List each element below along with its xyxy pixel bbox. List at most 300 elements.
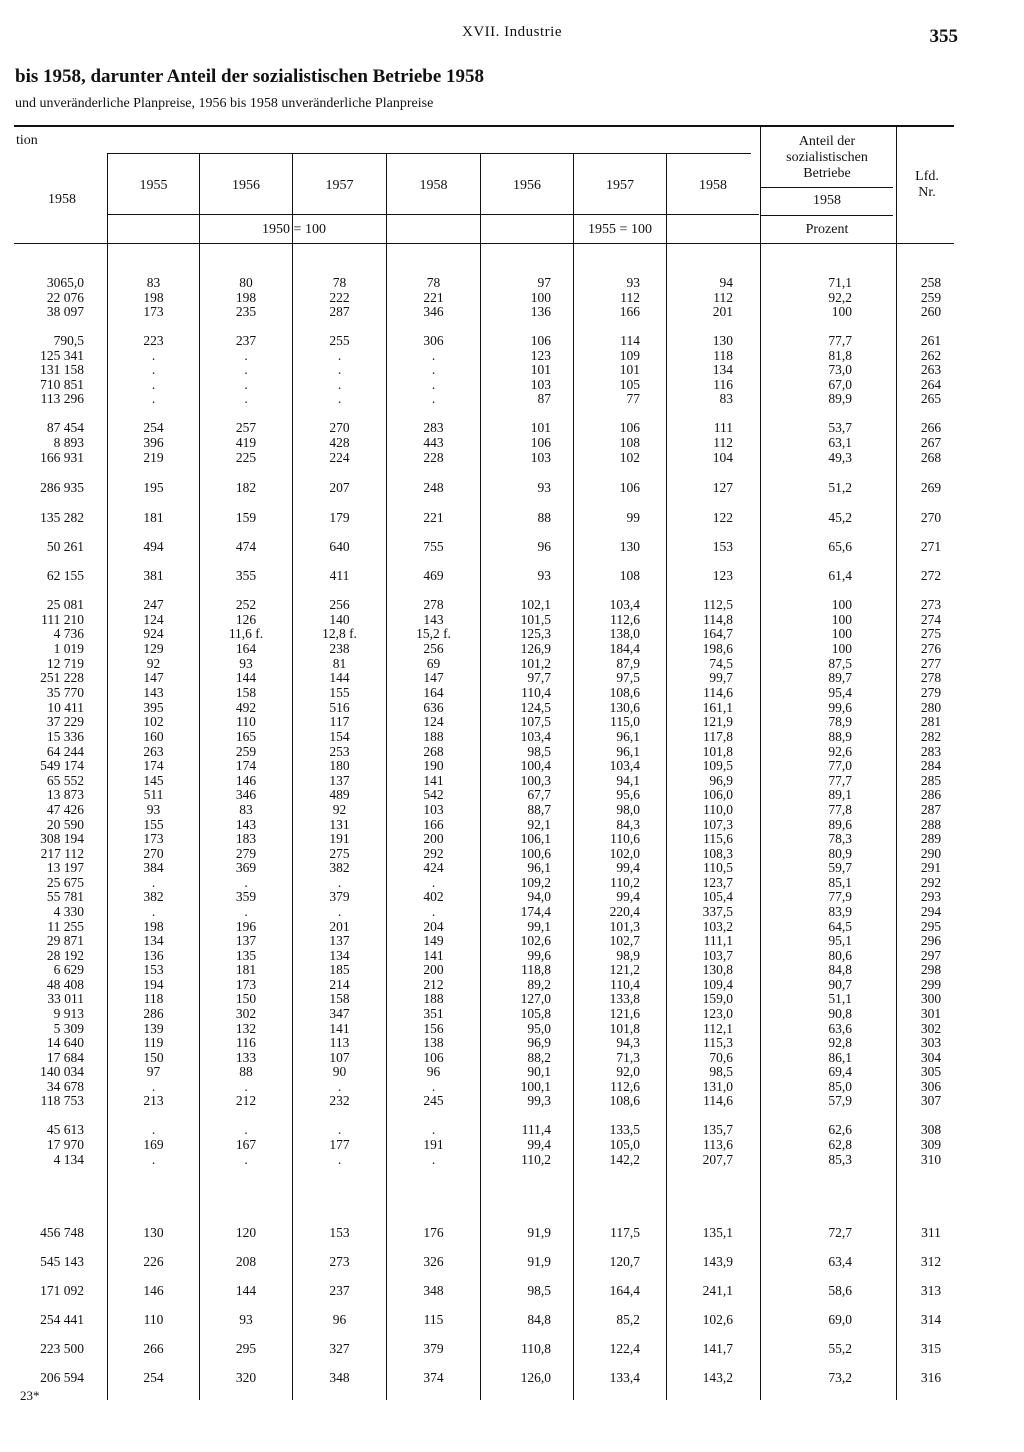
cell-idx-1957: 273 <box>329 1254 350 1269</box>
cell-chg-1958: 337,5 <box>702 904 733 919</box>
cell-idx-1958: . <box>431 348 436 363</box>
cell-idx-1957: . <box>337 904 342 919</box>
cell-idx-1957: 238 <box>329 641 350 656</box>
cell-idx-1958: 221 <box>423 290 444 305</box>
cell-anteil-1958: 51,1 <box>828 991 852 1006</box>
cell-lfd-nr: 266 <box>920 420 942 435</box>
cell-chg-1957: 220,4 <box>609 904 640 919</box>
header-1957: 1957 <box>325 178 354 193</box>
cell-idx-1955: 494 <box>143 539 164 554</box>
cell-idx-1957: 134 <box>329 948 350 963</box>
cell-anteil-1958: 45,2 <box>828 510 852 525</box>
cell-idx-1958: 124 <box>423 714 444 729</box>
cell-lfd-nr: 287 <box>920 802 942 817</box>
cell-idx-1958: 348 <box>423 1283 444 1298</box>
cell-chg-1956: 84,8 <box>527 1312 551 1327</box>
cell-idx-1957: . <box>337 1152 342 1167</box>
cell-chg-1957: 121,6 <box>609 1006 640 1021</box>
cell-prod-1958: 22 076 <box>46 290 84 305</box>
cell-chg-1957: 98,0 <box>616 802 640 817</box>
cell-idx-1955: 213 <box>143 1093 164 1108</box>
cell-idx-1958: 106 <box>423 1050 444 1065</box>
cell-anteil-1958: 77,0 <box>828 758 852 773</box>
cell-idx-1957: 222 <box>329 290 350 305</box>
cell-chg-1956: 99,3 <box>527 1093 551 1108</box>
cell-prod-1958: 34 678 <box>46 1079 84 1094</box>
cell-prod-1958: 5 309 <box>53 1021 84 1036</box>
header-base-1950: 1950 = 100 <box>262 222 326 237</box>
cell-anteil-1958: 81,8 <box>828 348 852 363</box>
cell-idx-1958: 256 <box>423 641 444 656</box>
cell-idx-1955: 169 <box>143 1137 164 1152</box>
cell-idx-1955: 119 <box>143 1035 164 1050</box>
cell-idx-1955: 174 <box>143 758 164 773</box>
cell-prod-1958: 140 034 <box>40 1064 84 1079</box>
cell-idx-1956: 225 <box>235 450 257 465</box>
cell-chg-1957: 77 <box>626 391 640 406</box>
cell-chg-1956: 101 <box>530 362 551 377</box>
cell-chg-1956: 101,2 <box>520 656 551 671</box>
header-b1958: 1958 <box>699 178 727 193</box>
cell-chg-1957: 115,0 <box>610 714 640 729</box>
cell-lfd-nr: 284 <box>920 758 942 773</box>
cell-chg-1958: 123,7 <box>702 875 733 890</box>
cell-anteil-1958: 92,2 <box>828 290 852 305</box>
cell-chg-1956: 87 <box>537 391 551 406</box>
cell-chg-1956: 96 <box>537 539 551 554</box>
cell-chg-1958: 111,1 <box>703 933 733 948</box>
cell-idx-1956: 259 <box>235 744 257 759</box>
cell-anteil-1958: 100 <box>831 597 852 612</box>
cell-idx-1958: 636 <box>423 700 444 715</box>
cell-idx-1957: 155 <box>329 685 350 700</box>
cell-idx-1956: . <box>244 362 248 377</box>
cell-chg-1958: 70,6 <box>709 1050 733 1065</box>
cell-chg-1956: 88 <box>537 510 551 525</box>
cell-idx-1955: 181 <box>143 510 164 525</box>
cell-idx-1956: 135 <box>235 948 257 963</box>
cell-prod-1958: 545 143 <box>40 1254 84 1269</box>
cell-idx-1957: 253 <box>329 744 350 759</box>
cell-lfd-nr: 276 <box>920 641 942 656</box>
cell-idx-1958: 164 <box>423 685 444 700</box>
cell-chg-1958: 112,5 <box>703 597 733 612</box>
footnote: 23* <box>20 1388 40 1403</box>
cell-chg-1956: 118,8 <box>521 962 551 977</box>
cell-idx-1958: . <box>431 1079 436 1094</box>
cell-chg-1957: 164,4 <box>609 1283 640 1298</box>
cell-chg-1958: 164,7 <box>702 626 733 641</box>
cell-lfd-nr: 308 <box>920 1122 942 1137</box>
cell-prod-1958: 13 197 <box>46 860 84 875</box>
cell-idx-1956: 174 <box>235 758 257 773</box>
cell-lfd-nr: 294 <box>920 904 942 919</box>
cell-chg-1958: 112 <box>713 290 733 305</box>
cell-idx-1958: 221 <box>423 510 444 525</box>
cell-chg-1958: 111 <box>713 420 733 435</box>
cell-idx-1955: 286 <box>143 1006 164 1021</box>
cell-idx-1957: 201 <box>329 919 350 934</box>
cell-chg-1956: 89,2 <box>527 977 551 992</box>
cell-chg-1956: 88,2 <box>527 1050 551 1065</box>
cell-prod-1958: 17 970 <box>46 1137 84 1152</box>
cell-chg-1956: 106 <box>530 333 551 348</box>
cell-idx-1955: 247 <box>143 597 164 612</box>
cell-idx-1957: . <box>337 377 342 392</box>
cell-lfd-nr: 263 <box>920 362 942 377</box>
cell-lfd-nr: 264 <box>920 377 942 392</box>
cell-idx-1956: 165 <box>235 729 257 744</box>
cell-idx-1955: 83 <box>146 275 161 290</box>
cell-chg-1957: 184,4 <box>609 641 640 656</box>
cell-chg-1958: 98,5 <box>709 1064 733 1079</box>
cell-chg-1957: 85,2 <box>616 1312 640 1327</box>
cell-lfd-nr: 279 <box>920 685 942 700</box>
cell-chg-1957: 122,4 <box>609 1341 640 1356</box>
cell-chg-1956: 105,8 <box>520 1006 551 1021</box>
cell-idx-1957: 12,8 f. <box>322 626 357 641</box>
cell-prod-1958: 20 590 <box>46 817 84 832</box>
cell-anteil-1958: 69,0 <box>828 1312 852 1327</box>
cell-idx-1956: 181 <box>235 962 257 977</box>
cell-idx-1957: 270 <box>329 420 350 435</box>
cell-chg-1957: 92,0 <box>616 1064 640 1079</box>
cell-idx-1957: 256 <box>329 597 350 612</box>
cell-anteil-1958: 95,1 <box>828 933 852 948</box>
cell-lfd-nr: 285 <box>920 773 942 788</box>
cell-anteil-1958: 87,5 <box>828 656 852 671</box>
cell-idx-1956: 257 <box>235 420 257 435</box>
cell-chg-1956: 103,4 <box>520 729 551 744</box>
cell-anteil-1958: 61,4 <box>828 568 852 583</box>
cell-idx-1957: 255 <box>329 333 350 348</box>
cell-idx-1957: 224 <box>329 450 350 465</box>
cell-chg-1958: 207,7 <box>702 1152 733 1167</box>
cell-anteil-1958: 72,7 <box>828 1225 852 1240</box>
cell-lfd-nr: 265 <box>920 391 942 406</box>
cell-idx-1957: 379 <box>329 889 350 904</box>
cell-idx-1956: 110 <box>236 714 256 729</box>
cell-lfd-nr: 304 <box>920 1050 942 1065</box>
cell-idx-1955: 110 <box>143 1312 164 1327</box>
cell-idx-1956: 474 <box>235 539 257 554</box>
cell-chg-1956: 93 <box>537 480 551 495</box>
cell-idx-1958: 115 <box>423 1312 444 1327</box>
cell-anteil-1958: 89,9 <box>828 391 852 406</box>
cell-idx-1955: 195 <box>143 480 164 495</box>
cell-prod-1958: 38 097 <box>46 304 84 319</box>
cell-idx-1957: 214 <box>329 977 350 992</box>
cell-idx-1958: 141 <box>423 948 444 963</box>
cell-anteil-1958: 89,7 <box>828 670 852 685</box>
cell-idx-1958: 204 <box>423 919 444 934</box>
cell-chg-1958: 201 <box>712 304 733 319</box>
cell-anteil-1958: 77,8 <box>828 802 852 817</box>
cell-idx-1956: 133 <box>235 1050 257 1065</box>
cell-chg-1956: 98,5 <box>527 744 551 759</box>
cell-idx-1956: 369 <box>235 860 257 875</box>
header-anteil: Anteil der sozialistischen Betriebe <box>786 134 868 181</box>
cell-prod-1958: 135 282 <box>40 510 84 525</box>
cell-idx-1958: . <box>431 904 436 919</box>
cell-idx-1957: 287 <box>329 304 350 319</box>
cell-anteil-1958: 78,9 <box>828 714 852 729</box>
cell-anteil-1958: 100 <box>831 626 852 641</box>
cell-anteil-1958: 63,6 <box>828 1021 852 1036</box>
cell-chg-1957: 101,8 <box>609 1021 640 1036</box>
cell-idx-1957: 141 <box>329 1021 350 1036</box>
cell-idx-1955: 92 <box>146 656 161 671</box>
cell-prod-1958: 14 640 <box>46 1035 84 1050</box>
cell-chg-1958: 104 <box>712 450 733 465</box>
cell-prod-1958: 113 296 <box>40 391 84 406</box>
cell-idx-1957: . <box>337 1079 342 1094</box>
cell-idx-1957: 154 <box>329 729 350 744</box>
cell-anteil-1958: 80,9 <box>828 846 852 861</box>
cell-chg-1956: 100,4 <box>520 758 551 773</box>
cell-idx-1957: 81 <box>332 656 347 671</box>
cell-chg-1956: 126,0 <box>520 1370 551 1385</box>
cell-idx-1956: 83 <box>239 802 253 817</box>
cell-chg-1957: 130 <box>619 539 640 554</box>
cell-lfd-nr: 297 <box>920 948 942 963</box>
cell-idx-1955: 124 <box>143 612 164 627</box>
cell-idx-1955: . <box>151 1122 156 1137</box>
cell-chg-1957: 99,4 <box>616 860 640 875</box>
cell-lfd-nr: 302 <box>920 1021 942 1036</box>
cell-chg-1958: 123,0 <box>702 1006 733 1021</box>
cell-idx-1956: 359 <box>235 889 257 904</box>
cell-chg-1958: 83 <box>719 391 733 406</box>
cell-lfd-nr: 262 <box>920 348 942 363</box>
cell-idx-1958: 402 <box>423 889 444 904</box>
cell-lfd-nr: 289 <box>920 831 942 846</box>
cell-prod-1958: 87 454 <box>46 420 84 435</box>
cell-chg-1956: 102,6 <box>520 933 551 948</box>
cell-idx-1958: . <box>431 391 436 406</box>
cell-anteil-1958: 58,6 <box>828 1283 852 1298</box>
cell-lfd-nr: 286 <box>920 787 942 802</box>
cell-lfd-nr: 258 <box>920 275 942 290</box>
cell-chg-1956: 136 <box>530 304 551 319</box>
cell-chg-1956: 107,5 <box>520 714 551 729</box>
cell-idx-1958: 138 <box>423 1035 444 1050</box>
cell-chg-1956: 126,9 <box>520 641 551 656</box>
cell-idx-1957: 185 <box>329 962 350 977</box>
cell-chg-1957: 102,7 <box>609 933 640 948</box>
cell-chg-1958: 121,9 <box>702 714 733 729</box>
cell-idx-1955: 382 <box>143 889 164 904</box>
cell-idx-1957: 516 <box>329 700 350 715</box>
cell-lfd-nr: 290 <box>920 846 942 861</box>
cell-chg-1956: 124,5 <box>520 700 551 715</box>
cell-idx-1958: 149 <box>423 933 444 948</box>
cell-idx-1956: 182 <box>235 480 257 495</box>
cell-idx-1955: . <box>151 1152 156 1167</box>
cell-idx-1957: 327 <box>329 1341 350 1356</box>
cell-lfd-nr: 292 <box>920 875 942 890</box>
cell-idx-1956: 93 <box>239 1312 253 1327</box>
cell-prod-1958: 47 426 <box>46 802 84 817</box>
cell-chg-1957: 101 <box>619 362 640 377</box>
cell-idx-1958: 755 <box>423 539 444 554</box>
cell-chg-1957: 97,5 <box>616 670 640 685</box>
cell-chg-1957: 110,6 <box>610 831 640 846</box>
cell-chg-1956: 99,4 <box>527 1137 551 1152</box>
cell-idx-1955: 150 <box>143 1050 164 1065</box>
cell-prod-1958: 549 174 <box>40 758 84 773</box>
cell-idx-1956: 126 <box>235 612 257 627</box>
cell-chg-1958: 118 <box>713 348 733 363</box>
cell-idx-1955: 155 <box>143 817 164 832</box>
cell-idx-1955: 139 <box>143 1021 164 1036</box>
cell-prod-1958: 33 011 <box>47 991 84 1006</box>
cell-idx-1958: 443 <box>423 435 444 450</box>
cell-prod-1958: 251 228 <box>40 670 84 685</box>
cell-chg-1958: 131,0 <box>702 1079 733 1094</box>
cell-idx-1957: 107 <box>329 1050 350 1065</box>
cell-anteil-1958: 78,3 <box>828 831 852 846</box>
cell-chg-1957: 99,4 <box>616 889 640 904</box>
cell-idx-1956: 164 <box>235 641 257 656</box>
cell-chg-1958: 130 <box>712 333 733 348</box>
header-production-1958: 1958 <box>48 192 76 207</box>
cell-idx-1957: 411 <box>329 568 350 583</box>
cell-idx-1958: . <box>431 1152 436 1167</box>
cell-idx-1957: 131 <box>329 817 350 832</box>
cell-idx-1955: 134 <box>143 933 164 948</box>
cell-chg-1958: 143,2 <box>702 1370 733 1385</box>
cell-chg-1956: 109,2 <box>520 875 551 890</box>
cell-lfd-nr: 291 <box>920 860 942 875</box>
cell-anteil-1958: 84,8 <box>828 962 852 977</box>
cell-chg-1957: 98,9 <box>616 948 640 963</box>
cell-idx-1958: 212 <box>423 977 444 992</box>
cell-idx-1958: 191 <box>423 1137 444 1152</box>
cell-idx-1955: 266 <box>143 1341 164 1356</box>
cell-anteil-1958: 57,9 <box>828 1093 852 1108</box>
cell-idx-1958: 78 <box>426 275 441 290</box>
cell-chg-1956: 127,0 <box>520 991 551 1006</box>
cell-chg-1956: 96,9 <box>527 1035 551 1050</box>
cell-prod-1958: 25 675 <box>46 875 84 890</box>
cell-chg-1958: 110,5 <box>703 860 733 875</box>
cell-idx-1957: 348 <box>329 1370 350 1385</box>
cell-chg-1957: 112,6 <box>610 1079 640 1094</box>
cell-idx-1956: . <box>244 377 248 392</box>
cell-idx-1956: 173 <box>235 977 257 992</box>
cell-idx-1957: 640 <box>329 539 350 554</box>
cell-idx-1957: . <box>337 348 342 363</box>
cell-chg-1958: 123 <box>712 568 733 583</box>
cell-idx-1955: . <box>151 391 156 406</box>
cell-idx-1955: 93 <box>146 802 161 817</box>
cell-chg-1957: 112 <box>620 290 640 305</box>
cell-prod-1958: 29 871 <box>46 933 84 948</box>
cell-prod-1958: 64 244 <box>46 744 84 759</box>
cell-chg-1958: 74,5 <box>709 656 733 671</box>
cell-chg-1956: 106,1 <box>520 831 551 846</box>
cell-idx-1958: 469 <box>423 568 444 583</box>
cell-chg-1956: 110,8 <box>521 1341 551 1356</box>
cell-idx-1956: 355 <box>235 568 257 583</box>
cell-idx-1957: 137 <box>329 933 350 948</box>
cell-idx-1957: 153 <box>329 1225 350 1240</box>
cell-idx-1958: 200 <box>423 962 444 977</box>
cell-lfd-nr: 272 <box>920 568 942 583</box>
cell-prod-1958: 65 552 <box>46 773 84 788</box>
cell-anteil-1958: 71,1 <box>828 275 852 290</box>
cell-prod-1958: 308 194 <box>40 831 84 846</box>
cell-chg-1957: 102,0 <box>609 846 640 861</box>
cell-idx-1956: 320 <box>235 1370 257 1385</box>
cell-chg-1958: 103,7 <box>702 948 733 963</box>
cell-chg-1956: 97 <box>537 275 551 290</box>
cell-chg-1958: 96,9 <box>709 773 733 788</box>
cell-anteil-1958: 63,4 <box>828 1254 852 1269</box>
cell-lfd-nr: 303 <box>920 1035 942 1050</box>
cell-idx-1955: 381 <box>143 568 164 583</box>
header-anteil-year: 1958 <box>813 193 841 208</box>
cell-chg-1956: 93 <box>537 568 551 583</box>
cell-idx-1955: 226 <box>143 1254 164 1269</box>
cell-idx-1956: . <box>244 1122 248 1137</box>
cell-prod-1958: 710 851 <box>40 377 84 392</box>
cell-idx-1958: 542 <box>423 787 444 802</box>
cell-idx-1956: 212 <box>235 1093 257 1108</box>
cell-anteil-1958: 62,8 <box>828 1137 852 1152</box>
cell-idx-1956: 146 <box>235 773 257 788</box>
cell-lfd-nr: 315 <box>920 1341 942 1356</box>
cell-prod-1958: 254 441 <box>40 1312 84 1327</box>
cell-idx-1955: 511 <box>143 787 164 802</box>
cell-idx-1956: 295 <box>235 1341 257 1356</box>
cell-idx-1956: . <box>244 1152 248 1167</box>
cell-anteil-1958: 55,2 <box>828 1341 852 1356</box>
cell-prod-1958: 3065,0 <box>46 275 84 290</box>
cell-chg-1956: 123 <box>530 348 551 363</box>
header-tion: tion <box>16 133 38 148</box>
cell-anteil-1958: 100 <box>831 304 852 319</box>
header-prozent: Prozent <box>805 222 849 237</box>
cell-idx-1957: 180 <box>329 758 350 773</box>
cell-chg-1958: 143,9 <box>702 1254 733 1269</box>
cell-idx-1957: 113 <box>329 1035 350 1050</box>
cell-lfd-nr: 268 <box>920 450 942 465</box>
cell-idx-1956: 252 <box>235 597 257 612</box>
cell-idx-1956: . <box>244 904 248 919</box>
cell-idx-1958: 147 <box>423 670 444 685</box>
cell-prod-1958: 8 893 <box>53 435 84 450</box>
cell-idx-1955: 173 <box>143 304 164 319</box>
cell-idx-1955: 223 <box>143 333 164 348</box>
cell-anteil-1958: 92,6 <box>828 744 852 759</box>
cell-idx-1957: . <box>337 362 342 377</box>
cell-chg-1958: 122 <box>712 510 733 525</box>
cell-prod-1958: 125 341 <box>40 348 84 363</box>
cell-chg-1958: 94 <box>719 275 733 290</box>
cell-chg-1958: 134 <box>712 362 733 377</box>
cell-idx-1956: 235 <box>235 304 257 319</box>
cell-chg-1956: 101,5 <box>520 612 551 627</box>
cell-chg-1957: 105 <box>619 377 640 392</box>
cell-idx-1955: 136 <box>143 948 164 963</box>
cell-prod-1958: 790,5 <box>53 333 84 348</box>
cell-chg-1956: 90,1 <box>527 1064 551 1079</box>
cell-lfd-nr: 293 <box>920 889 942 904</box>
cell-prod-1958: 55 781 <box>46 889 84 904</box>
cell-chg-1957: 108 <box>619 435 640 450</box>
